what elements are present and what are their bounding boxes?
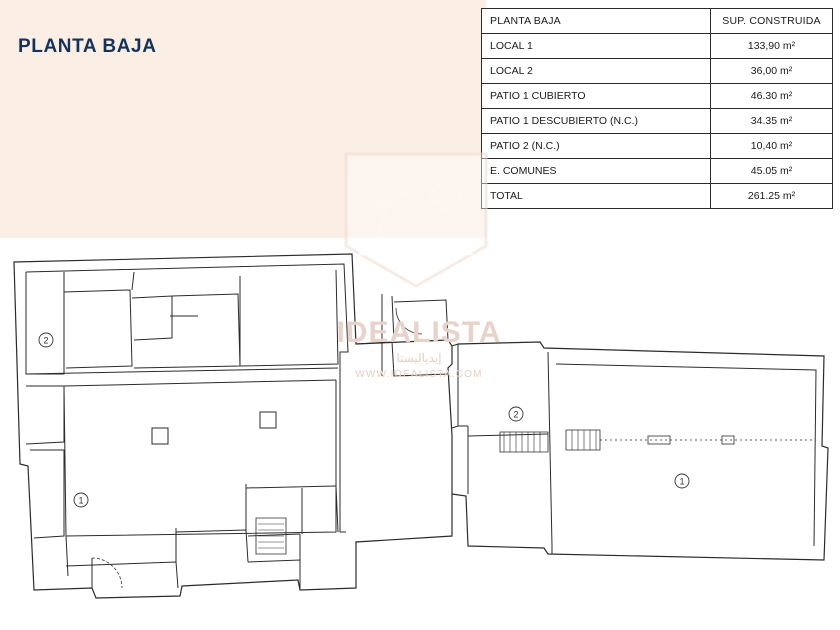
row-value: 45.05 m² bbox=[711, 159, 833, 184]
plan-markers bbox=[39, 333, 689, 507]
table-row bbox=[482, 34, 832, 59]
table-row bbox=[482, 134, 832, 159]
marker-label: 1 bbox=[78, 495, 84, 506]
row-value: 36,00 m² bbox=[711, 59, 833, 84]
row-label: LOCAL 1 bbox=[482, 34, 711, 59]
marker-label: 2 bbox=[43, 335, 49, 346]
row-label: PATIO 1 DESCUBIERTO (N.C.) bbox=[482, 109, 711, 134]
floorplan-drawing bbox=[0, 236, 840, 630]
table-row bbox=[482, 84, 832, 109]
table-row bbox=[482, 159, 832, 184]
row-label: PATIO 1 CUBIERTO bbox=[482, 84, 711, 109]
marker-1-right bbox=[675, 474, 689, 488]
marker-1-left bbox=[74, 493, 88, 507]
row-value: 46.30 m² bbox=[711, 84, 833, 109]
table-row bbox=[482, 109, 832, 134]
row-value-total: 261.25 m² bbox=[747, 190, 796, 202]
table-header-planta: PLANTA BAJA bbox=[482, 9, 711, 34]
table-row bbox=[482, 184, 832, 209]
watermark-brand: IDEALISTA bbox=[336, 316, 502, 349]
areas-table bbox=[481, 8, 833, 209]
watermark-arabic: إيدياليستا bbox=[396, 351, 442, 365]
table-row bbox=[482, 59, 832, 84]
marker-2-left bbox=[39, 333, 53, 347]
row-value: 133,90 m² bbox=[711, 34, 833, 59]
marker-2-right bbox=[509, 407, 523, 421]
page-title: PLANTA BAJA bbox=[18, 36, 157, 57]
row-label: E. COMUNES bbox=[482, 159, 711, 184]
row-value: 10,40 m² bbox=[711, 134, 833, 159]
row-value: 34.35 m² bbox=[711, 109, 833, 134]
row-label-total: TOTAL bbox=[482, 184, 711, 209]
marker-label: 1 bbox=[679, 476, 685, 487]
row-label: PATIO 2 (N.C.) bbox=[482, 134, 711, 159]
watermark-url: WWW.IDEALISTA.COM bbox=[355, 369, 483, 380]
table-header-superficie: SUP. CONSTRUIDA bbox=[711, 9, 833, 34]
marker-label: 2 bbox=[513, 409, 519, 420]
table-header-row bbox=[482, 9, 832, 34]
row-label: LOCAL 2 bbox=[482, 59, 711, 84]
